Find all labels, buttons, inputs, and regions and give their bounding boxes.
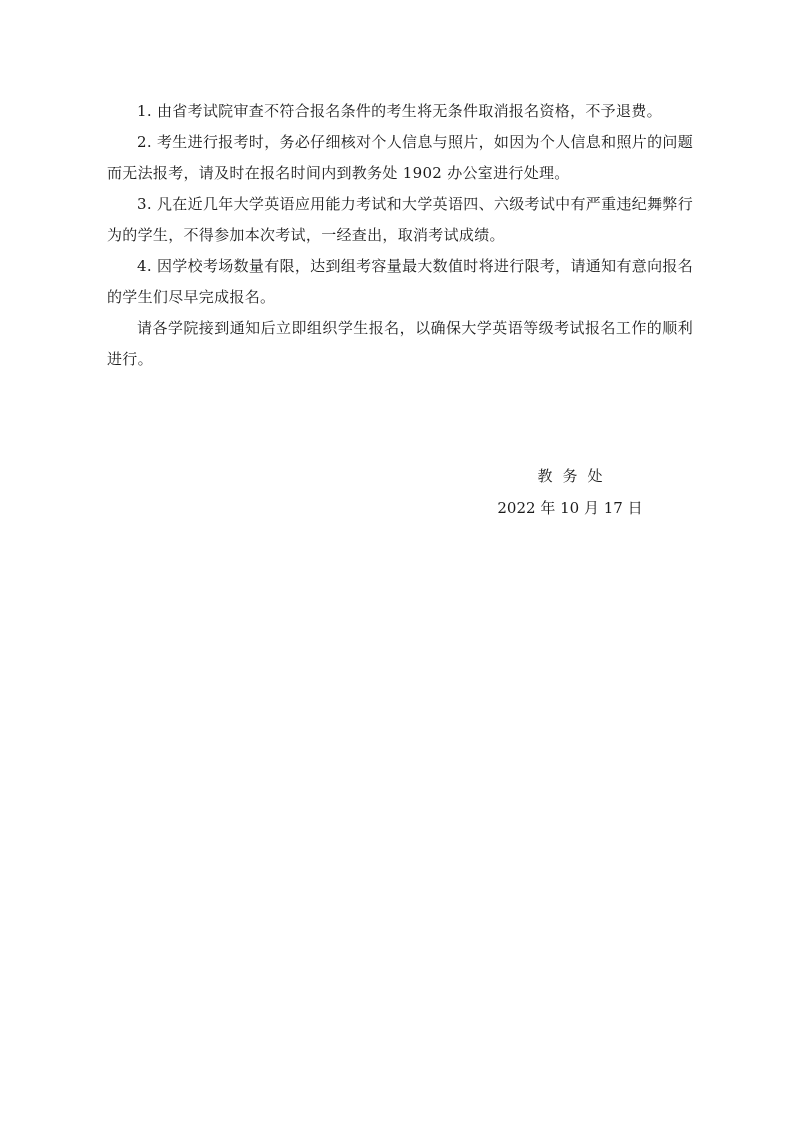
issue-date: 2022 年 10 月 17 日 bbox=[497, 499, 643, 517]
signature-block bbox=[470, 460, 670, 524]
rule-paragraph-1: 1. 由省考试院审查不符合报名条件的考生将无条件取消报名资格，不予退费。 bbox=[137, 102, 662, 120]
rule-paragraph-3: 3. 凡在近几年大学英语应用能力考试和大学英语四、六级考试中有严重违纪舞弊行为的学生，不得参加本次考试，一经查出，取消考试成绩。 bbox=[107, 195, 693, 244]
notice-body bbox=[107, 96, 693, 375]
closing-paragraph: 请各学院接到通知后立即组织学生报名，以确保大学英语等级考试报名工作的顺利进行。 bbox=[107, 319, 693, 368]
rule-paragraph-2: 2. 考生进行报考时，务必仔细核对个人信息与照片，如因为个人信息和照片的问题而无法报考，请及时在报名时间内到教务处 1902 办公室进行处理。 bbox=[107, 133, 693, 182]
issuing-office: 教务处 bbox=[537, 467, 613, 485]
rule-paragraph-4: 4. 因学校考场数量有限，达到组考容量最大数值时将进行限考，请通知有意向报名的学生们尽早完成报名。 bbox=[107, 257, 693, 306]
